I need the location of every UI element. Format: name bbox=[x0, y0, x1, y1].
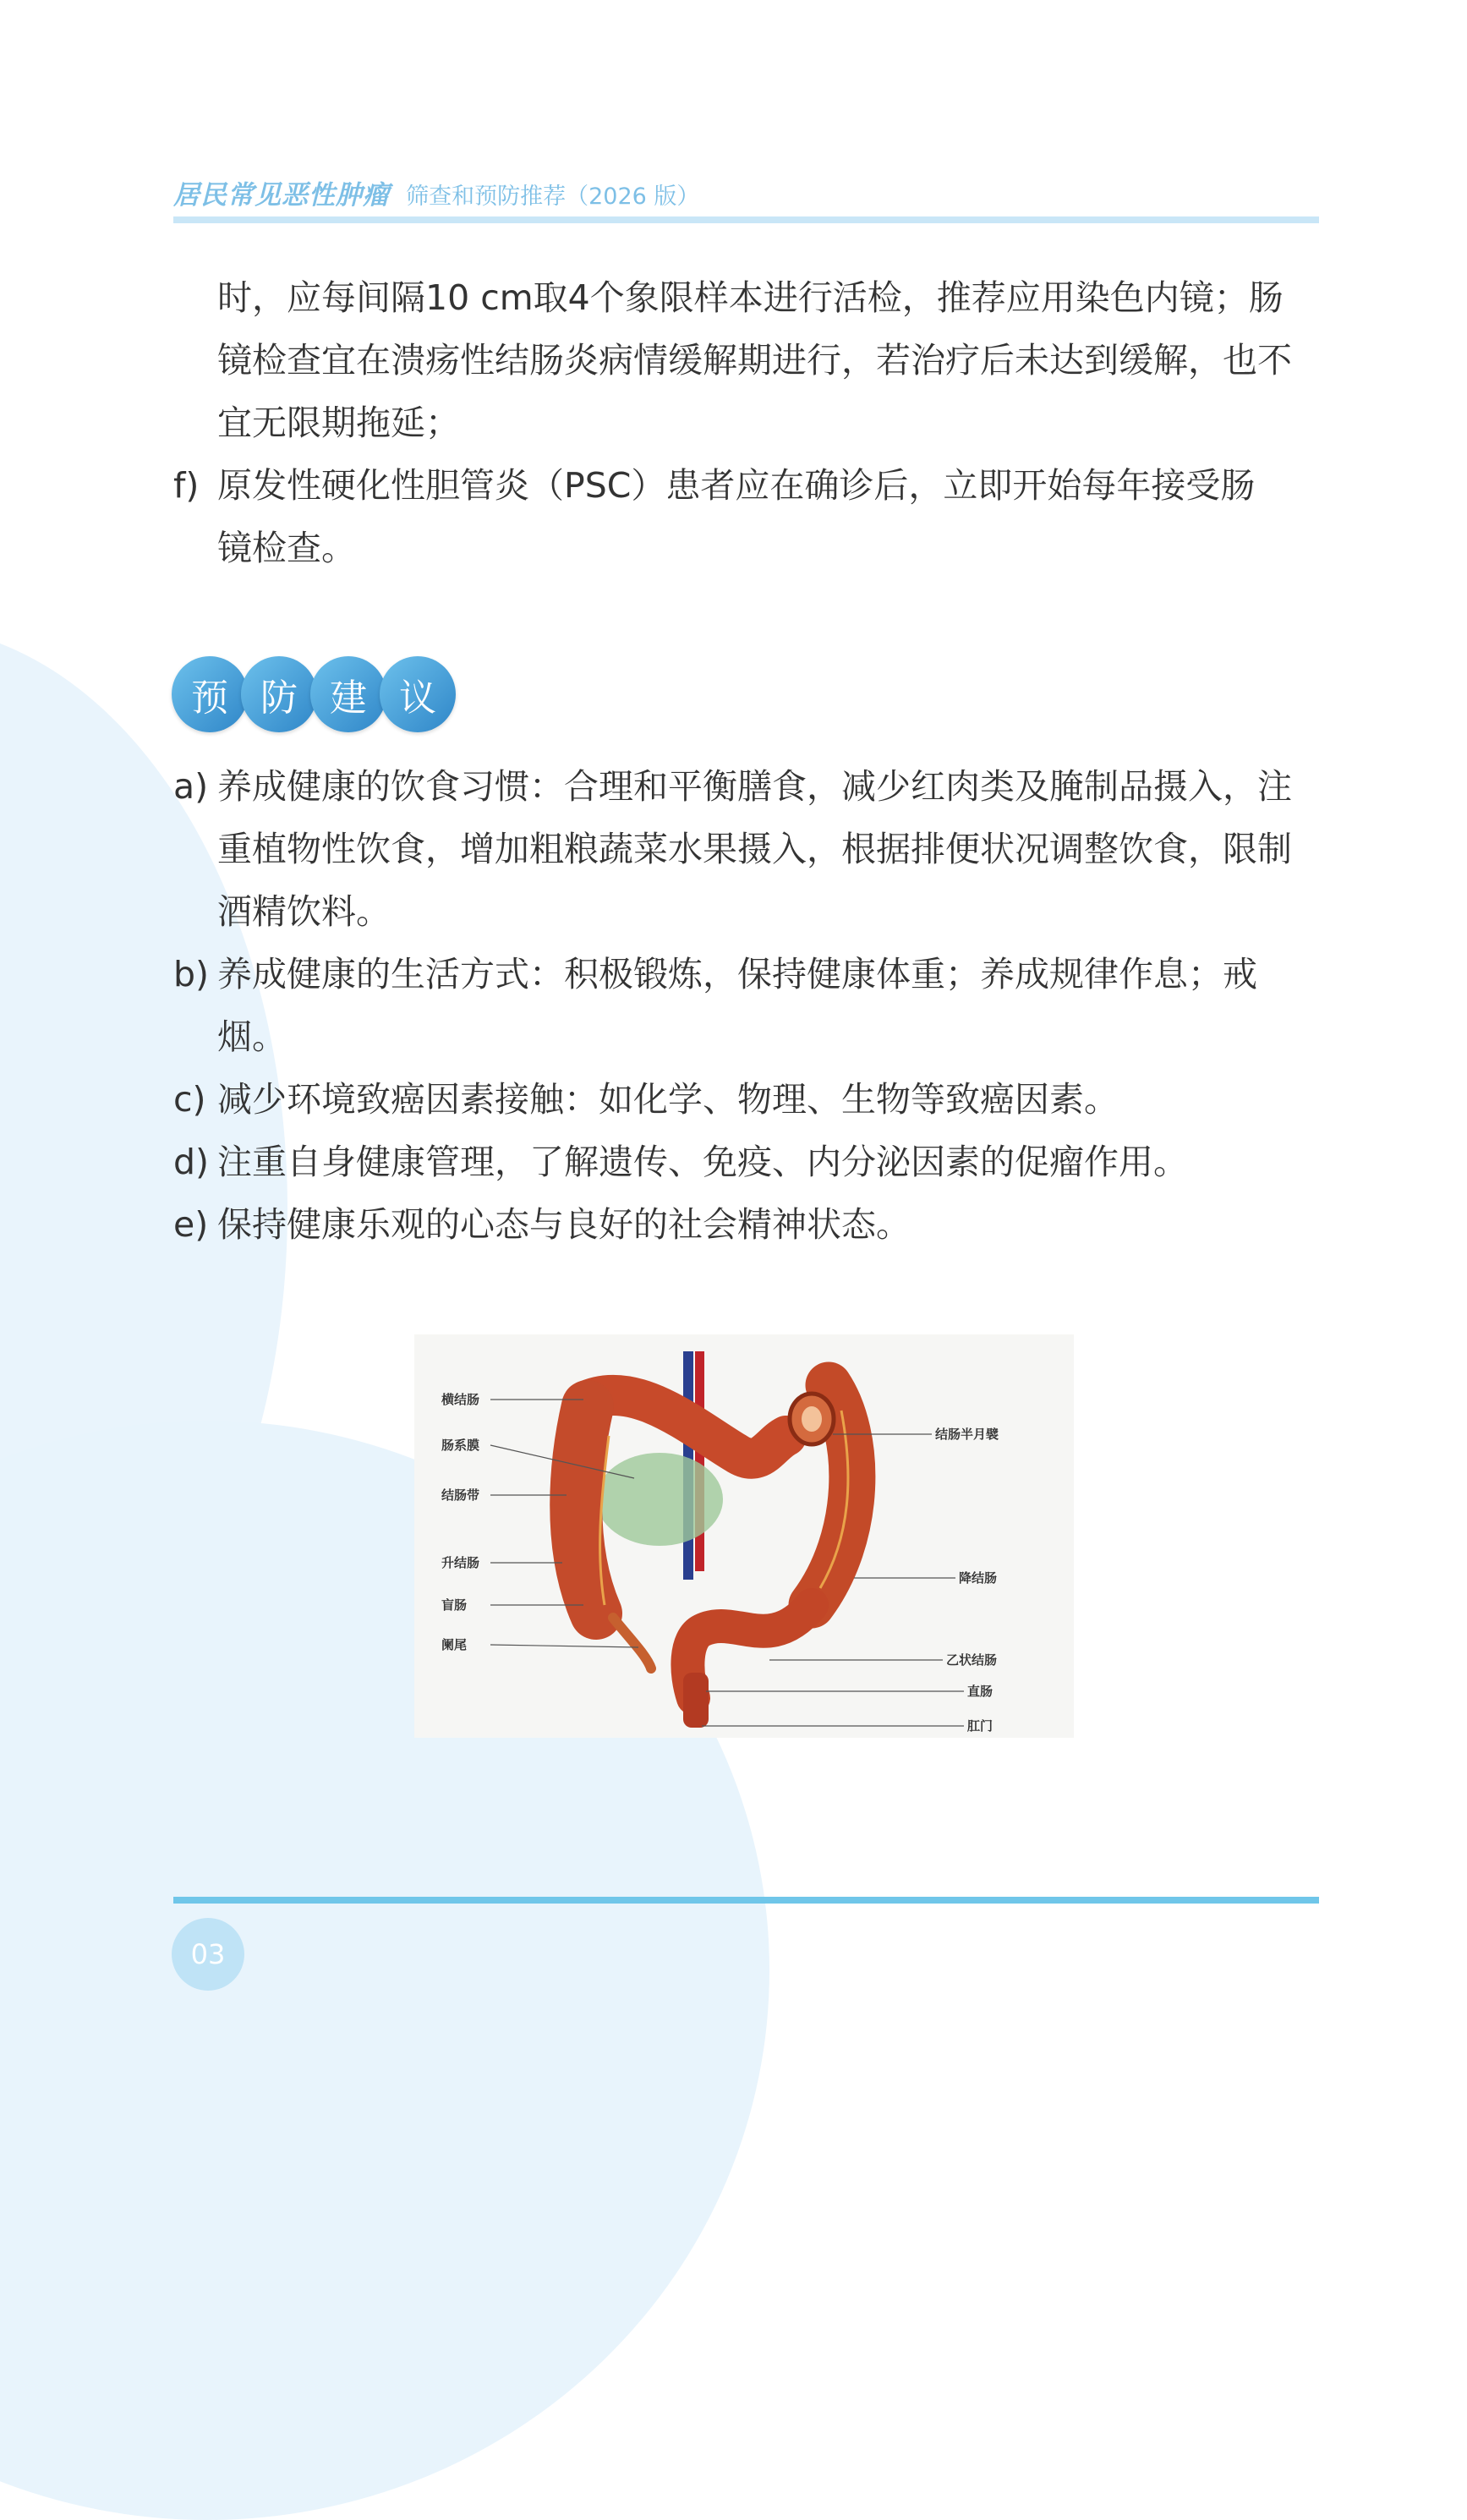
figure-label: 结肠半月襞 bbox=[935, 1427, 999, 1442]
text-line: 注重自身健康管理，了解遗传、免疫、内分泌因素的促瘤作用。 bbox=[217, 1142, 1188, 1182]
artery-shape bbox=[695, 1351, 704, 1571]
ascending-colon-shape bbox=[576, 1406, 596, 1613]
header-sub-title: 筛查和预防推荐（2026 版） bbox=[406, 184, 700, 210]
text-line: 重植物性饮食，增加粗粮蔬菜水果摄入，根据排便状况调整饮食，限制 bbox=[217, 829, 1292, 869]
text-line: 酒精饮料。 bbox=[217, 891, 391, 932]
text-line: 养成健康的生活方式：积极锻炼，保持健康体重；养成规律作息；戒 bbox=[217, 954, 1257, 994]
text-line: 镜检查。 bbox=[217, 528, 356, 568]
figure-label: 直肠 bbox=[967, 1684, 994, 1699]
header-divider bbox=[173, 216, 1319, 223]
figure-label: 盲肠 bbox=[441, 1597, 468, 1613]
header-main-title: 居民常见恶性肿瘤 bbox=[173, 180, 390, 211]
list-marker: b) bbox=[173, 954, 210, 994]
list-marker: f) bbox=[173, 465, 200, 506]
list-marker: d) bbox=[173, 1142, 210, 1182]
leader-line bbox=[490, 1645, 638, 1647]
text-line: 宜无限期拖延； bbox=[217, 403, 460, 443]
figure-label: 横结肠 bbox=[441, 1392, 480, 1407]
heading-badge: 建 bbox=[310, 656, 386, 732]
figure-label: 降结肠 bbox=[959, 1570, 998, 1586]
list-marker: a) bbox=[173, 766, 209, 807]
mesentery-shape bbox=[596, 1453, 723, 1546]
figure-label: 阑尾 bbox=[441, 1637, 468, 1652]
text-line: 时，应每间隔10 cm取4个象限样本进行活检，推荐应用染色内镜；肠 bbox=[217, 277, 1284, 318]
page-header bbox=[173, 173, 1319, 211]
list-marker: e) bbox=[173, 1204, 209, 1245]
screening-continuation bbox=[217, 266, 1319, 454]
figure-label: 肠系膜 bbox=[441, 1438, 480, 1453]
text-line: 烟。 bbox=[217, 1016, 287, 1057]
figure-label: 升结肠 bbox=[441, 1555, 480, 1570]
figure-label: 乙状结肠 bbox=[946, 1652, 998, 1668]
page-number: 03 bbox=[172, 1918, 244, 1991]
heading-badge: 防 bbox=[241, 656, 317, 732]
prevention-heading bbox=[172, 656, 449, 732]
text-line: 减少环境致癌因素接触：如化学、物理、生物等致癌因素。 bbox=[217, 1079, 1119, 1120]
text-line: 保持健康乐观的心态与良好的社会精神状态。 bbox=[217, 1204, 911, 1245]
text-line: 镜检查宜在溃疡性结肠炎病情缓解期进行，若治疗后未达到缓解，也不 bbox=[217, 340, 1292, 381]
figure-label: 结肠带 bbox=[441, 1487, 480, 1503]
appendix-shape bbox=[613, 1618, 651, 1668]
colon-anatomy-figure bbox=[414, 1334, 1074, 1738]
list-marker: c) bbox=[173, 1079, 206, 1120]
colon-illustration bbox=[414, 1334, 1074, 1738]
footer-divider bbox=[173, 1897, 1319, 1904]
rectum-shape bbox=[683, 1673, 709, 1728]
heading-badge: 议 bbox=[380, 656, 456, 732]
figure-label: 肛门 bbox=[967, 1718, 994, 1734]
colon-lumen-shape bbox=[802, 1406, 822, 1432]
text-line: 原发性硬化性胆管炎（PSC）患者应在确诊后，立即开始每年接受肠 bbox=[217, 465, 1256, 506]
text-line: 养成健康的饮食习惯：合理和平衡膳食，减少红肉类及腌制品摄入，注 bbox=[217, 766, 1292, 807]
heading-badge: 预 bbox=[172, 656, 248, 732]
